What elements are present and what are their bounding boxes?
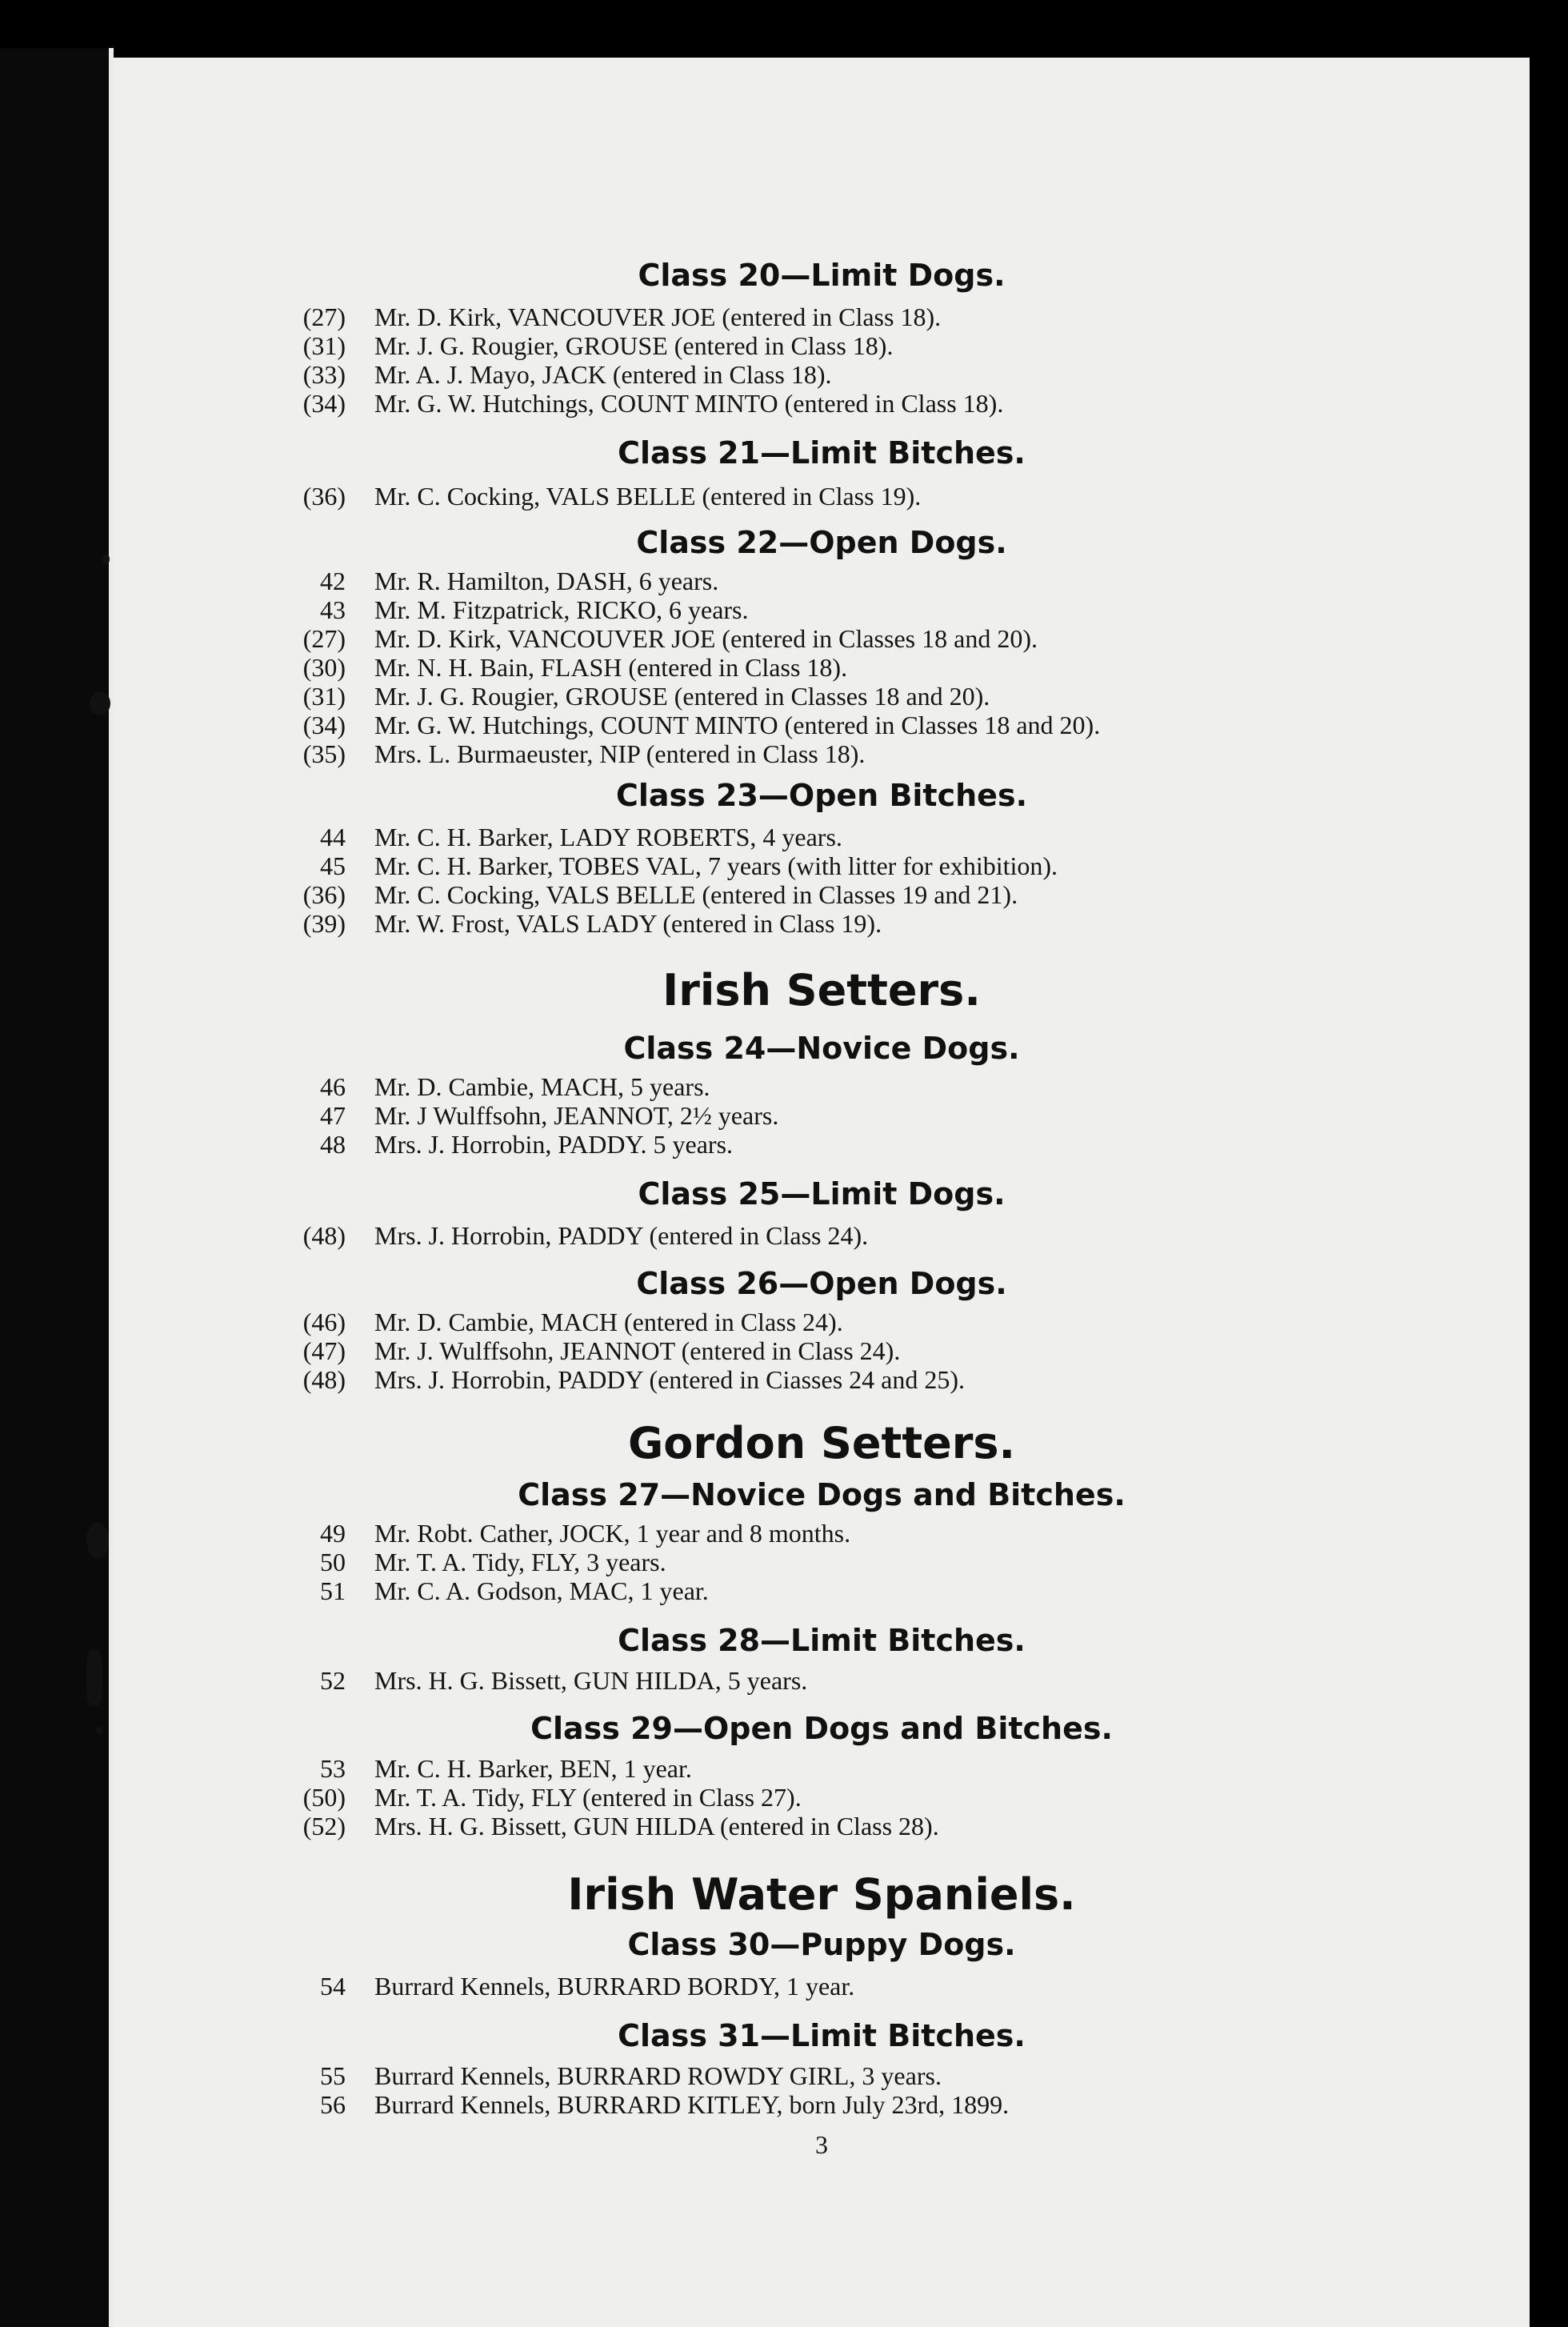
entry-text: Mr. D. Kirk, VANCOUVER JOE (entered in Class 18). [374, 302, 942, 331]
entry-text: Burrard Kennels, BURRARD BORDY, 1 year. [374, 1972, 855, 2001]
entry-number: 42 [320, 567, 346, 595]
entry-number: 50 [320, 1548, 346, 1576]
entry-line [274, 2090, 1009, 2119]
entry-text: Mr. C. Cocking, VALS BELLE (entered in Class 19). [374, 482, 922, 511]
entry-text: Mr. G. W. Hutchings, COUNT MINTO (entered in Classes 18 and 20). [374, 711, 1101, 739]
scan-speck [102, 554, 110, 565]
class-heading: Class 20—Limit Dogs. [638, 258, 1006, 293]
entry-text: Mr. T. A. Tidy, FLY, 3 years. [374, 1548, 666, 1576]
class-heading: Class 23—Open Bitches. [615, 778, 1028, 813]
entry-text: Mr. Robt. Cather, JOCK, 1 year and 8 months. [374, 1519, 851, 1548]
section-irish-water-spaniels [114, 58, 1530, 2327]
entry-text: Mr. J. G. Rougier, GROUSE (entered in Class 18). [374, 331, 894, 360]
page-number: 3 [815, 2130, 828, 2159]
entry-text: Mr. R. Hamilton, DASH, 6 years. [374, 567, 719, 595]
entry-text: Mr. J Wulffsohn, JEANNOT, 2½ years. [374, 1101, 779, 1130]
entry-number: 54 [320, 1972, 346, 2001]
entry-number: 43 [320, 595, 346, 624]
entry-text: Mr. N. H. Bain, FLASH (entered in Class 18). [374, 653, 848, 682]
entry-number: (52) [302, 1812, 346, 1840]
entry-number: (27) [302, 302, 346, 331]
entry-number: (48) [302, 1365, 346, 1394]
adjacent-page-edge [0, 48, 110, 2327]
entry-text: Mr. C. Cocking, VALS BELLE (entered in Classes 19 and 21). [374, 880, 1018, 909]
entry-text: Burrard Kennels, BURRARD KITLEY, born July 23rd, 1899. [374, 2090, 1010, 2119]
entry-text: Mrs. H. G. Bissett, GUN HILDA, 5 years. [374, 1666, 808, 1695]
class-heading: Class 24—Novice Dogs. [623, 1031, 1020, 1066]
entry-number: (27) [302, 624, 346, 653]
entry-line [274, 1972, 854, 2001]
entry-text: Mr. A. J. Mayo, JACK (entered in Class 18). [374, 360, 832, 389]
entry-text: Mr. J. G. Rougier, GROUSE (entered in Classes 18 and 20). [374, 682, 990, 711]
class-heading: Class 25—Limit Dogs. [638, 1176, 1006, 1212]
entry-text: Burrard Kennels, BURRARD ROWDY GIRL, 3 years. [374, 2061, 942, 2090]
entry-text: Mr. C. H. Barker, LADY ROBERTS, 4 years. [374, 823, 842, 851]
entry-number: 45 [320, 851, 346, 880]
entry-number: (50) [302, 1783, 346, 1812]
entry-number: (46) [302, 1308, 346, 1336]
entry-number: (30) [302, 653, 346, 682]
entry-text: Mr. D. Cambie, MACH, 5 years. [374, 1072, 710, 1101]
breed-heading: Irish Water Spaniels. [567, 1869, 1076, 1920]
scan-speck [86, 1522, 109, 1559]
scan-speck [96, 1727, 102, 1735]
entry-number: (36) [302, 880, 346, 909]
class-heading: Class 22—Open Dogs. [636, 525, 1007, 560]
entry-text: Mr. D. Cambie, MACH (entered in Class 24). [374, 1308, 843, 1336]
entry-number: 49 [320, 1519, 346, 1548]
entry-number: 53 [320, 1754, 346, 1783]
entry-number: (36) [302, 482, 346, 511]
entry-text: Mr. C. A. Godson, MAC, 1 year. [374, 1576, 709, 1605]
entry-text: Mr. G. W. Hutchings, COUNT MINTO (entered in Class 18). [374, 389, 1004, 418]
entry-text: Mrs. J. Horrobin, PADDY (entered in Ciasses 24 and 25). [374, 1365, 965, 1394]
entry-text: Mr. W. Frost, VALS LADY (entered in Class 19). [374, 909, 882, 938]
entry-text: Mrs. J. Horrobin, PADDY. 5 years. [374, 1130, 734, 1159]
entry-number: (31) [302, 331, 346, 360]
class-heading: Class 28—Limit Bitches. [618, 1623, 1026, 1658]
scan-speck [90, 691, 110, 715]
entry-number: (35) [302, 739, 346, 768]
entry-text: Mr. C. H. Barker, TOBES VAL, 7 years (with litter for exhibition). [374, 851, 1058, 880]
entry-number: (34) [302, 711, 346, 739]
entry-number: 56 [320, 2090, 346, 2119]
entry-number: (34) [302, 389, 346, 418]
entry-number: (48) [302, 1221, 346, 1250]
entry-text: Mr. J. Wulffsohn, JEANNOT (entered in Class 24). [374, 1336, 901, 1365]
breed-heading: Gordon Setters. [627, 1418, 1016, 1468]
entry-text: Mrs. L. Burmaeuster, NIP (entered in Class 18). [374, 739, 866, 768]
catalogue-page [114, 58, 1530, 2327]
class-heading: Class 31—Limit Bitches. [618, 2018, 1026, 2053]
entry-number: 51 [320, 1576, 346, 1605]
entry-number: 55 [320, 2061, 346, 2090]
entry-number: 48 [320, 1130, 346, 1159]
entry-text: Mr. M. Fitzpatrick, RICKO, 6 years. [374, 595, 749, 624]
entry-text: Mr. T. A. Tidy, FLY (entered in Class 27). [374, 1783, 802, 1812]
entry-text: Mrs. J. Horrobin, PADDY (entered in Class 24). [374, 1221, 869, 1250]
class-heading: Class 29—Open Dogs and Bitches. [530, 1711, 1113, 1746]
entry-text: Mr. C. H. Barker, BEN, 1 year. [374, 1754, 692, 1783]
breed-heading: Irish Setters. [662, 965, 981, 1015]
entry-number: (39) [302, 909, 346, 938]
entry-number: 47 [320, 1101, 346, 1130]
entry-text: Mrs. H. G. Bissett, GUN HILDA (entered in Class 28). [374, 1812, 939, 1840]
class-heading: Class 27—Novice Dogs and Bitches. [518, 1477, 1126, 1512]
class-heading: Class 21—Limit Bitches. [618, 435, 1026, 471]
entry-number: 44 [320, 823, 346, 851]
entry-number: (33) [302, 360, 346, 389]
entry-number: (47) [302, 1336, 346, 1365]
entry-number: 52 [320, 1666, 346, 1695]
entry-line [274, 2061, 942, 2090]
entry-number: 46 [320, 1072, 346, 1101]
class-heading: Class 30—Puppy Dogs. [627, 1927, 1016, 1962]
entry-number: (31) [302, 682, 346, 711]
scan-speck [86, 1650, 102, 1706]
entry-text: Mr. D. Kirk, VANCOUVER JOE (entered in Classes 18 and 20). [374, 624, 1038, 653]
class-heading: Class 26—Open Dogs. [636, 1266, 1007, 1301]
